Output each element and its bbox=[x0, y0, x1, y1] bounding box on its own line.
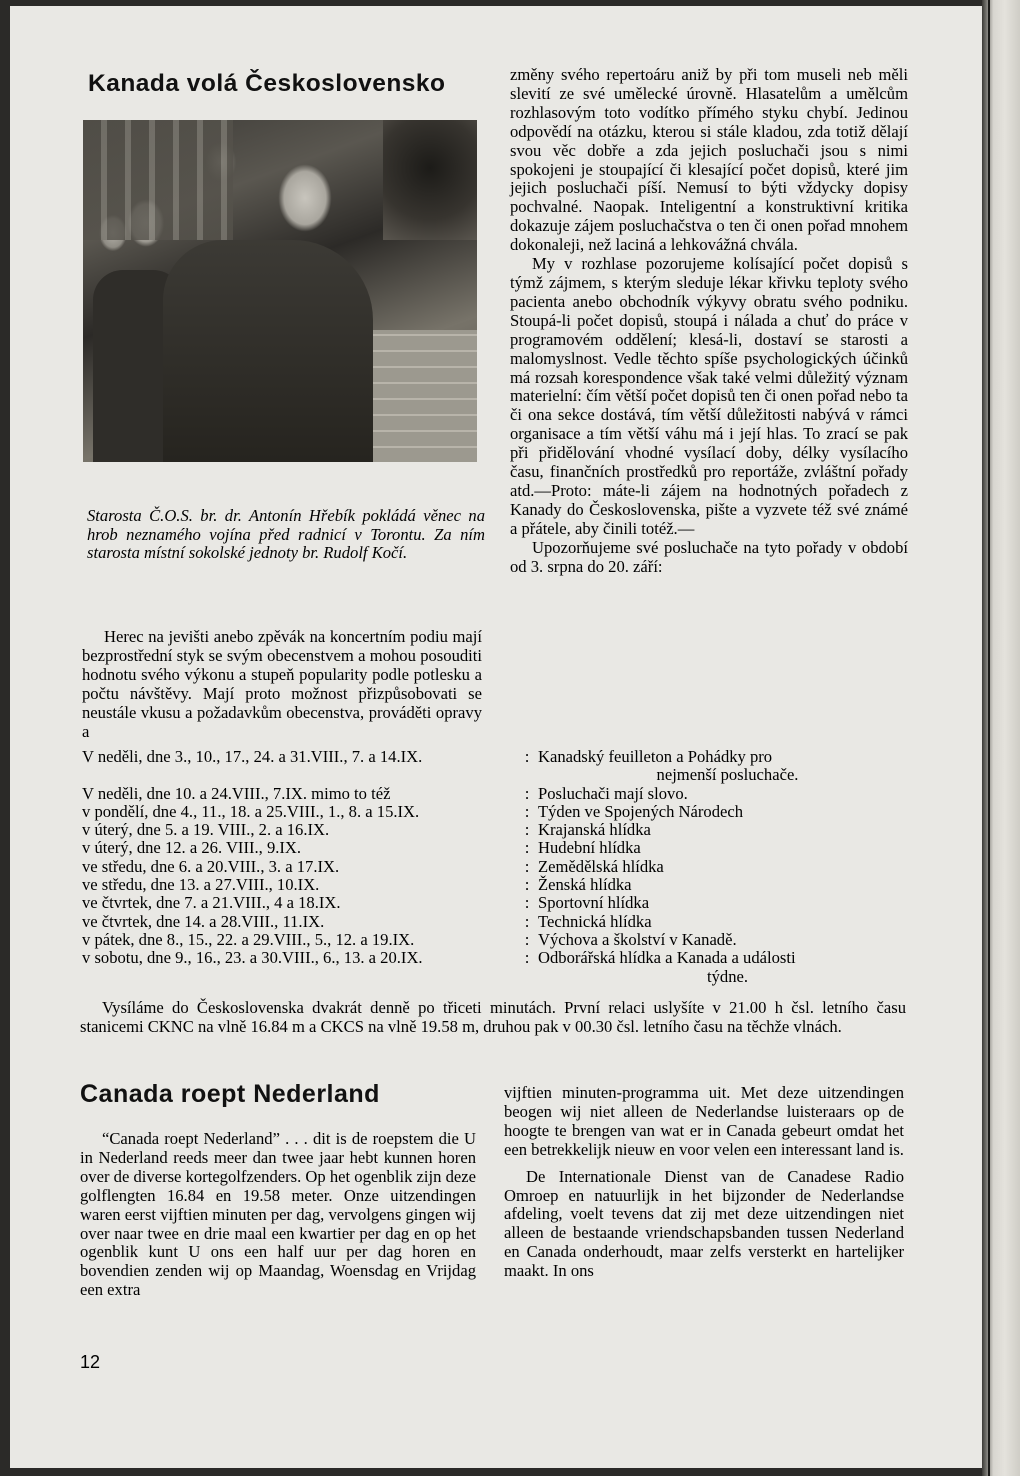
dutch-section-title: Canada roept Nederland bbox=[80, 1080, 380, 1108]
schedule-days: v úterý, dne 12. a 26. VIII., 9.IX. bbox=[82, 838, 302, 858]
schedule-days: v úterý, dne 5. a 19. VIII., 2. a 16.IX. bbox=[82, 820, 330, 840]
schedule-separator: : bbox=[524, 801, 530, 821]
schedule-days: ve čtvrtek, dne 7. a 21.VIII., 4 a 18.IX. bbox=[82, 893, 341, 913]
schedule-program: Sportovní hlídka bbox=[538, 893, 650, 913]
dutch-right-column bbox=[504, 1084, 904, 1281]
schedule-separator: : bbox=[524, 948, 530, 968]
schedule-separator: : bbox=[524, 783, 530, 803]
czech-left-paragraph: Herec na jevišti anebo zpěvák na koncertním podiu mají bezprostřední styk se svým obecenstvem a mohou posouditi hodnotu svého výkonu a stupeň popularity podle potlesku a počtu návštěvy. Mají proto možnost přizpůsobovati se neustále vkusu a požadavkům obecenstva, prováděti opravy a bbox=[82, 627, 482, 741]
schedule-program: Zemědělská hlídka bbox=[538, 856, 664, 876]
czech-left-column bbox=[82, 628, 482, 741]
schedule-separator: : bbox=[524, 875, 530, 895]
dutch-left-column bbox=[80, 1130, 476, 1300]
schedule-days: v sobotu, dne 9., 16., 23. a 30.VIII., 6., 13. a 20.IX. bbox=[82, 948, 423, 968]
czech-closing-paragraph: Vysíláme do Československa dvakrát denně po třiceti minutách. První relaci uslyšíte v 21.00 h čsl. letního času stanicemi CKNC na vlně 16.84 m a CKCS na vlně 19.58 m, druhou pak v 00.30 čsl. letního času na těchže vlnách. bbox=[80, 998, 906, 1037]
schedule-separator: : bbox=[524, 911, 530, 931]
photo-caption: Starosta Č.O.S. br. dr. Antonín Hřebík pokládá věnec na hrob neznamého vojína před radnicí v Torontu. Za ním starosta místní sokolské jednoty br. Rudolf Kočí. bbox=[87, 505, 485, 563]
schedule-row bbox=[82, 748, 917, 785]
photo-wreath bbox=[383, 120, 477, 240]
photo-building bbox=[83, 120, 233, 240]
broadcast-schedule bbox=[82, 748, 917, 986]
czech-right-paragraph-1: změny svého repertoáru aniž by při tom museli neb měli slevití ze své umělecké úrovně. Hlasatelům a umělcům rozhlasovým toto vodítko přímého styku chybí. Jedinou odpovědí na otázku, kterou si stále kladou, zda totiž dělají svou věc dobře a zda jejich posluchači jsou s nimi spokojeni je stoupající či klesající počet dopisů, které jim jejich posluchači píší. Nemusí to býti vždycky dopisy pochvalné. Naopak. Inteligentní a konstruktivní kritika dokazuje zájem posluchačstva o ten či onen pořad mnohem dokonaleji, než laciná a lehkovážná chvála. bbox=[510, 65, 908, 255]
czech-right-paragraph-2: My v rozhlase pozorujeme kolísající počet dopisů s týmž zájmem, s kterým sleduje lékar křivku teploty svého pacienta anebo obchodník výkyvy obratu svého podniku. Stoupá-li počet dopisů, stoupá i nálada a chuť do práce v programovém oddělení; klesá-li, dostaví se starosti a malomyslnost. Vedle těchto spíše psychologických účinků má rozsah korespondence však také velmi důležitý význam materielní: čím větší počet dopisů ten či onen pořad nebo ta či ona sekce dostává, tím větší důležitosti nabývá v rámci organisace a tím větší váhu má i její hlas. To zrací se pak při přidělování vhodné vysílací doby, délky vysílacího času, finančních prostředků pro reportáže, zvláštní pořady atd.—Proto: máte-li zájem na hodnotných pořadech z Kanady do Československa, pište a vyzvete též své známé a přátele, aby činili totéž.— bbox=[510, 254, 908, 538]
czech-right-column bbox=[510, 66, 908, 576]
dutch-right-paragraph-2: De Internationale Dienst van de Canadese Radio Omroep en natuurlijk in het bijzonder de Nederlandse afdeling, voelt tevens dat zij met deze uitzendingen niet alleen de bestaande vriendschapsbanden tussen Nederland en Canada onderhoudt, maar zelfs versterkt en hartelijker maakt. In ons bbox=[504, 1166, 904, 1281]
czech-section-title: Kanada volá Československo bbox=[88, 70, 446, 97]
schedule-program: Hudební hlídka bbox=[538, 838, 641, 858]
schedule-separator: : bbox=[524, 856, 530, 876]
czech-right-paragraph-3: Upozorňujeme své posluchače na tyto pořady v období od 3. srpna do 20. září: bbox=[510, 537, 908, 576]
schedule-separator: : bbox=[524, 838, 530, 858]
schedule-row bbox=[82, 839, 917, 857]
schedule-row bbox=[82, 913, 917, 931]
page-number: 12 bbox=[80, 1352, 101, 1372]
schedule-program: Posluchači mají slovo. bbox=[538, 783, 688, 803]
dutch-right-paragraph-1: vijftien minuten-programma uit. Met deze uitzendingen beogen wij niet alleen de Nederlandse luisteraars op de hoogte te brengen van wat er in Canada gebeurt omdat het een betrekkelijk nieuw en voor velen een interessant land is. bbox=[504, 1083, 904, 1159]
schedule-days: v pondělí, dne 4., 11., 18. a 25.VIII., 1., 8. a 15.IX. bbox=[82, 801, 420, 821]
schedule-separator: : bbox=[524, 820, 530, 840]
schedule-row bbox=[82, 876, 917, 894]
schedule-days: V neděli, dne 10. a 24.VIII., 7.IX. mimo to též bbox=[82, 783, 391, 803]
schedule-row bbox=[82, 894, 917, 912]
schedule-separator: : bbox=[524, 929, 530, 949]
schedule-days: V neděli, dne 3., 10., 17., 24. a 31.VIII., 7. a 14.IX. bbox=[82, 747, 423, 766]
schedule-program: Ženská hlídka bbox=[538, 875, 632, 895]
schedule-days: ve středu, dne 6. a 20.VIII., 3. a 17.IX. bbox=[82, 856, 340, 876]
schedule-row bbox=[82, 931, 917, 949]
photo-main-figure bbox=[163, 240, 373, 462]
schedule-days: ve středu, dne 13. a 27.VIII., 10.IX. bbox=[82, 875, 320, 895]
schedule-separator: : bbox=[524, 893, 530, 913]
schedule-row bbox=[82, 821, 917, 839]
schedule-row bbox=[82, 858, 917, 876]
schedule-row bbox=[82, 785, 917, 803]
schedule-days: ve čtvrtek, dne 14. a 28.VIII., 11.IX. bbox=[82, 911, 325, 931]
schedule-days: v pátek, dne 8., 15., 22. a 29.VIII., 5., 12. a 19.IX. bbox=[82, 929, 415, 949]
schedule-row bbox=[82, 949, 917, 986]
schedule-program: Týden ve Spojených Národech bbox=[538, 801, 744, 821]
wreath-laying-photo bbox=[83, 120, 477, 462]
schedule-program: Technická hlídka bbox=[538, 911, 652, 931]
schedule-program: Kanadský feuilleton a Pohádky pro nejmenší posluchače. bbox=[538, 747, 799, 785]
schedule-program: Odborářská hlídka a Kanada a události týdne. bbox=[538, 948, 796, 986]
dutch-left-paragraph: “Canada roept Nederland” . . . dit is de roepstem die U in Nederland reeds meer dan twee jaar hebt kunnen horen over de diverse kortegolfzenders. Op het ogenblik zijn deze golflengten 16.84 en 19.58 meter. Onze uitzendingen waren eerst vijftien minuten per dag, vervolgens gingen wij over naar twee en drie maal een kwartier per dag en op het ogenblik kunt U ons een half uur per dag horen en bovendien zenden wij op Maandag, Woensdag en Vrijdag een extra bbox=[80, 1129, 476, 1300]
binding-edge bbox=[988, 0, 990, 1476]
schedule-separator: : bbox=[524, 747, 530, 766]
schedule-program: Krajanská hlídka bbox=[538, 820, 651, 840]
schedule-program: Výchova a školství v Kanadě. bbox=[538, 929, 737, 949]
schedule-row bbox=[82, 803, 917, 821]
